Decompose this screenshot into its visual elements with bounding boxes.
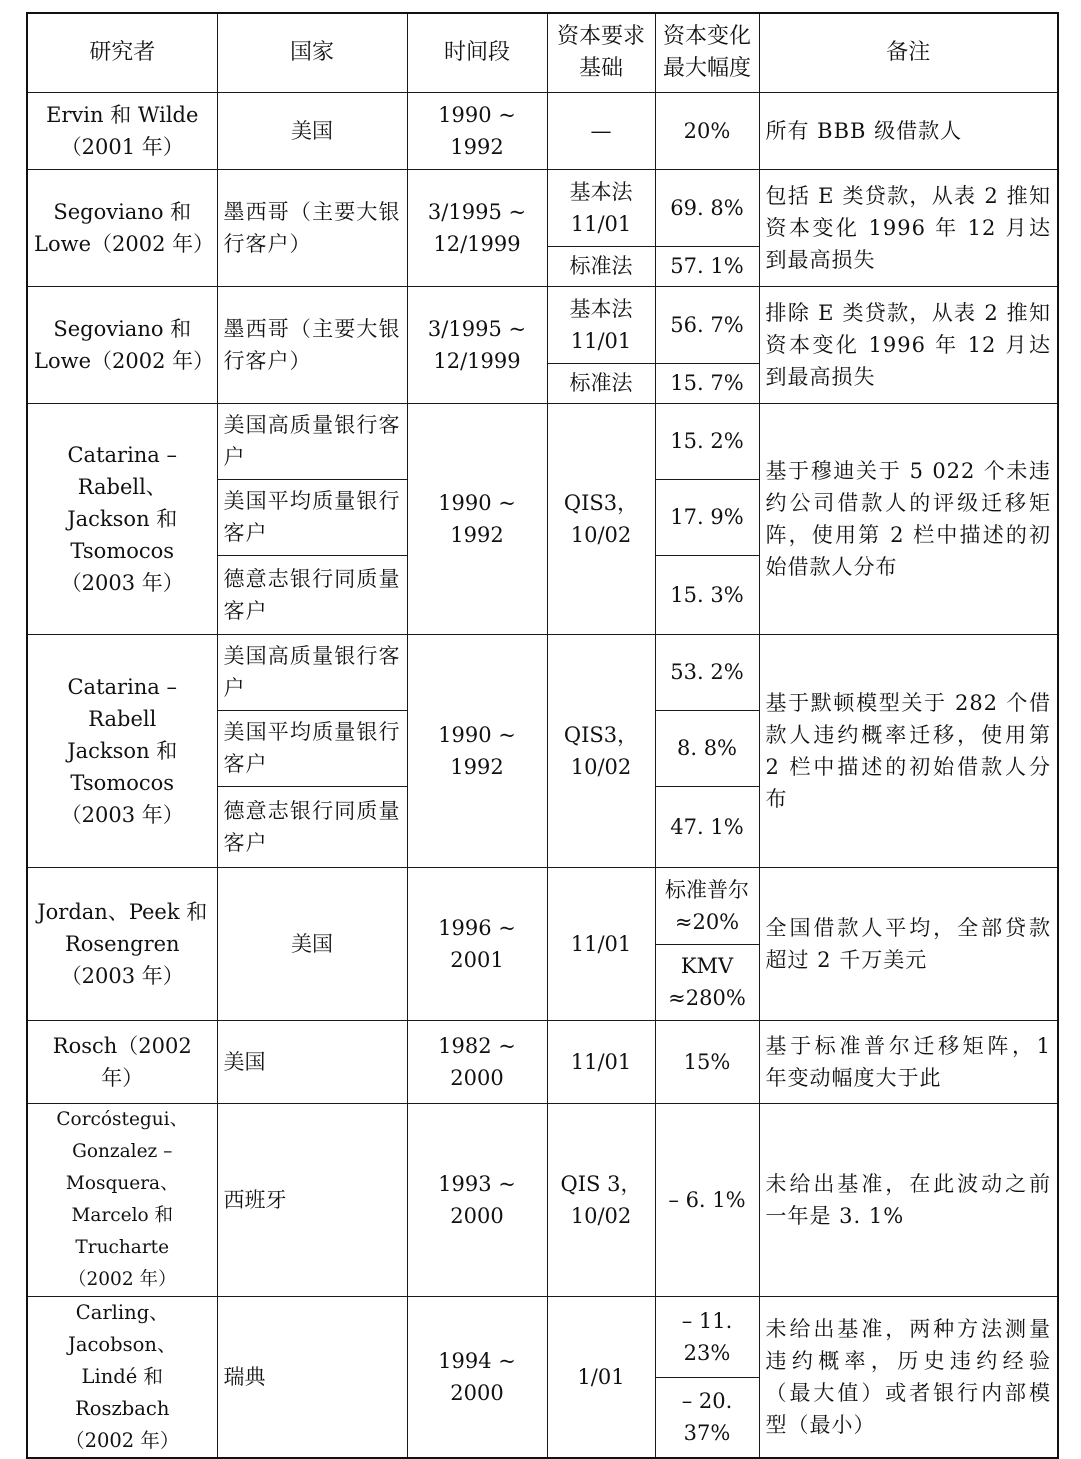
researcher-line: Catarina – Rabell、 <box>67 442 178 499</box>
table-row <box>27 1296 1058 1378</box>
researcher-cell <box>27 1296 217 1458</box>
basis-cell <box>547 403 655 634</box>
header-change-line-2: 最大幅度 <box>662 55 751 81</box>
researcher-line: Segoviano 和 <box>53 199 192 224</box>
change-cell: 69. 8% <box>655 169 759 246</box>
researcher-cell <box>27 286 217 403</box>
period-cell: 1990 ~ 1992 <box>407 403 547 634</box>
basis-line: 基本法 <box>569 179 633 204</box>
basis-line: QIS3， <box>563 490 639 515</box>
change-line: ≈20% <box>674 909 740 934</box>
research-table <box>26 12 1059 1459</box>
basis-line: 11/01 <box>570 211 632 236</box>
researcher-line: Tsomocos <box>70 538 175 563</box>
basis-cell <box>547 634 655 867</box>
change-line: ≈280% <box>668 986 746 1010</box>
country-cell: 美国平均质量银行客户 <box>217 710 407 786</box>
country-cell: 墨西哥（主要大银行客户） <box>217 286 407 403</box>
change-cell: 47. 1% <box>655 786 759 867</box>
period-cell: 1990 ~ 1992 <box>407 92 547 169</box>
researcher-line: （2003 年） <box>60 570 184 595</box>
note-cell: 基于标准普尔迁移矩阵，1 年变动幅度大于此 <box>759 1020 1058 1103</box>
header-note: 备注 <box>759 13 1058 92</box>
country-cell: 墨西哥（主要大银行客户） <box>217 169 407 286</box>
change-cell: 8. 8% <box>655 710 759 786</box>
note-cell: 所有 BBB 级借款人 <box>759 92 1058 169</box>
researcher-cell <box>27 403 217 634</box>
country-cell: 美国平均质量银行客户 <box>217 479 407 555</box>
note-cell: 基于默顿模型关于 282 个借款人违约概率迁移，使用第 2 栏中描述的初始借款人分布 <box>759 634 1058 867</box>
basis-line: 10/02 <box>570 1203 632 1228</box>
researcher-line: Lowe（2002 年） <box>34 231 215 256</box>
header-basis-line-2: 基础 <box>578 55 623 81</box>
change-line: KMV <box>680 954 734 978</box>
researcher-line: Corcóstegui、 <box>56 1108 189 1130</box>
table-row <box>27 1020 1058 1103</box>
country-cell: 瑞典 <box>217 1296 407 1458</box>
country-cell: 美国高质量银行客户 <box>217 403 407 479</box>
basis-cell: 标准法 <box>547 246 655 286</box>
period-cell <box>407 169 547 286</box>
researcher-line: Segoviano 和 <box>53 316 192 341</box>
period-cell: 1993 ~ 2000 <box>407 1103 547 1296</box>
period-line: 3/1995 ~ <box>427 199 527 224</box>
researcher-line: Carling、Jacobson、 <box>68 1300 177 1356</box>
header-period: 时间段 <box>407 13 547 92</box>
basis-line: 11/01 <box>570 328 632 353</box>
researcher-line: （2002 年） <box>68 1268 177 1290</box>
researcher-cell <box>27 169 217 286</box>
header-basis-line-1: 资本要求 <box>556 23 645 49</box>
change-cell: – 20. 37% <box>655 1378 759 1458</box>
note-cell: 包括 E 类贷款，从表 2 推知资本变化 1996 年 12 月达到最高损失 <box>759 169 1058 286</box>
researcher-line: Jackson 和 <box>67 506 178 531</box>
note-cell: 未给出基准，在此波动之前一年是 3. 1% <box>759 1103 1058 1296</box>
basis-cell: 标准法 <box>547 363 655 403</box>
period-line: 12/1999 <box>433 231 521 256</box>
country-cell: 德意志银行同质量客户 <box>217 555 407 634</box>
period-cell <box>407 286 547 403</box>
country-cell: 美国 <box>217 867 407 1020</box>
researcher-line: （2003 年） <box>60 802 184 827</box>
researcher-line: Jordan、Peek 和 <box>37 899 208 924</box>
basis-line: 10/02 <box>570 522 632 547</box>
basis-line: QIS3， <box>563 722 639 747</box>
researcher-line: （2003 年） <box>60 963 184 988</box>
period-line: 12/1999 <box>433 348 521 373</box>
change-cell: – 11. 23% <box>655 1296 759 1378</box>
period-cell: 1994 ~ 2000 <box>407 1296 547 1458</box>
change-cell: – 6. 1% <box>655 1103 759 1296</box>
table-row <box>27 286 1058 363</box>
researcher-line: Catarina – Rabell <box>67 674 178 731</box>
table-row <box>27 169 1058 246</box>
change-cell: 57. 1% <box>655 246 759 286</box>
note-cell: 未给出基准，两种方法测量违约概率，历史违约经验（最大值）或者银行内部模型（最小） <box>759 1296 1058 1458</box>
country-cell: 美国高质量银行客户 <box>217 634 407 710</box>
note-cell: 全国借款人平均，全部贷款超过 2 千万美元 <box>759 867 1058 1020</box>
change-cell: 17. 9% <box>655 479 759 555</box>
researcher-cell <box>27 867 217 1020</box>
basis-cell: 11/01 <box>547 1020 655 1103</box>
change-cell: 53. 2% <box>655 634 759 710</box>
change-cell: 15. 7% <box>655 363 759 403</box>
header-basis <box>547 13 655 92</box>
researcher-line: Rosengren <box>64 931 180 956</box>
basis-cell: 1/01 <box>547 1296 655 1458</box>
table-row <box>27 403 1058 479</box>
researcher-line: Jackson 和 <box>67 738 178 763</box>
table-row <box>27 1103 1058 1296</box>
researcher-line: Mosquera、 <box>65 1172 179 1194</box>
basis-cell: 11/01 <box>547 867 655 1020</box>
change-cell: 15. 2% <box>655 403 759 479</box>
researcher-line: Marcelo 和 Trucharte <box>71 1204 174 1258</box>
header-researcher: 研究者 <box>27 13 217 92</box>
researcher-cell <box>27 634 217 867</box>
country-cell: 美国 <box>217 92 407 169</box>
researcher-line: Tsomocos <box>70 770 175 795</box>
table-row <box>27 867 1058 944</box>
table-row <box>27 634 1058 710</box>
period-line: 3/1995 ~ <box>427 316 527 341</box>
change-line: 标准普尔 <box>665 877 749 902</box>
researcher-cell <box>27 1103 217 1296</box>
note-cell: 排除 E 类贷款，从表 2 推知资本变化 1996 年 12 月达到最高损失 <box>759 286 1058 403</box>
researcher-line: Lowe（2002 年） <box>34 348 215 373</box>
table-row <box>27 92 1058 169</box>
period-cell: 1996 ~ 2001 <box>407 867 547 1020</box>
basis-cell <box>547 169 655 246</box>
basis-line: 基本法 <box>569 296 633 321</box>
header-country: 国家 <box>217 13 407 92</box>
header-row <box>27 13 1058 92</box>
note-cell: 基于穆迪关于 5 022 个未违约公司借款人的评级迁移矩阵，使用第 2 栏中描述的初始借款人分布 <box>759 403 1058 634</box>
change-cell <box>655 867 759 944</box>
change-cell <box>655 944 759 1020</box>
basis-cell <box>547 1103 655 1296</box>
change-cell: 15% <box>655 1020 759 1103</box>
basis-line: QIS 3， <box>560 1171 642 1196</box>
header-change <box>655 13 759 92</box>
basis-cell <box>547 286 655 363</box>
researcher-line: （2002 年） <box>65 1428 180 1452</box>
researcher-cell: Rosch（2002 年） <box>27 1020 217 1103</box>
header-change-line-1: 资本变化 <box>662 23 751 49</box>
country-cell: 美国 <box>217 1020 407 1103</box>
researcher-line: Lindé 和 Roszbach <box>75 1364 170 1420</box>
country-cell: 西班牙 <box>217 1103 407 1296</box>
period-cell: 1990 ~ 1992 <box>407 634 547 867</box>
researcher-line: Gonzalez – <box>72 1140 173 1162</box>
researcher-cell <box>27 92 217 169</box>
period-cell: 1982 ~ 2000 <box>407 1020 547 1103</box>
change-cell: 56. 7% <box>655 286 759 363</box>
researcher-line: Ervin 和 Wilde <box>46 102 199 127</box>
researcher-line: （2001 年） <box>60 134 184 159</box>
change-cell: 20% <box>655 92 759 169</box>
basis-cell: — <box>547 92 655 169</box>
country-cell: 德意志银行同质量客户 <box>217 786 407 867</box>
change-cell: 15. 3% <box>655 555 759 634</box>
basis-line: 10/02 <box>570 754 632 779</box>
